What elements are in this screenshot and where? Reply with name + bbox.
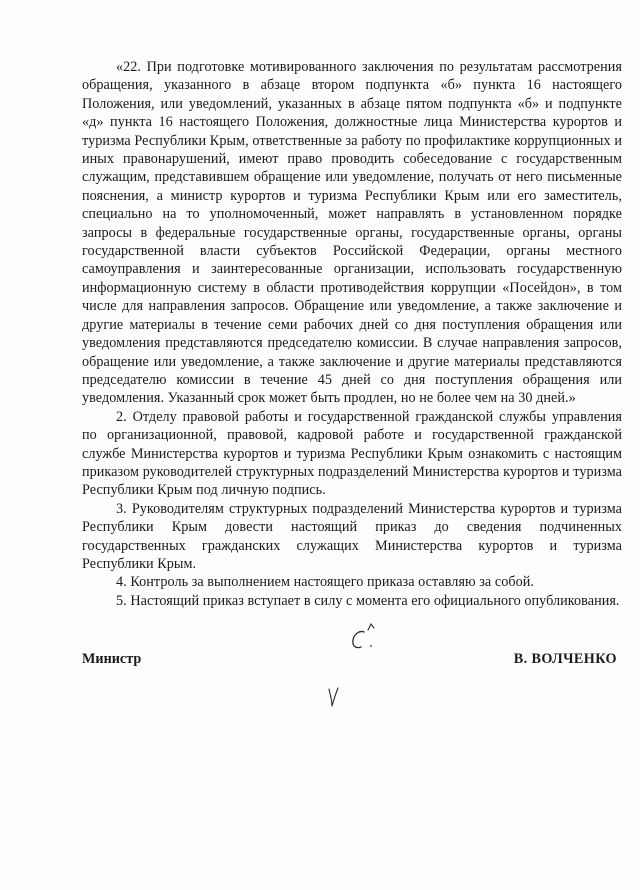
signatory-title: Министр	[82, 651, 142, 667]
signatory-name: В. ВОЛЧЕНКО	[513, 651, 617, 667]
paragraph-item-2: 2. Отделу правовой работы и государственной гражданской службы управления по организационной, правовой, кадровой работе и государственной гражданской службе Министерства курортов и туризма Республики Крым ознакомить с настоящим приказом руководителей структурных подразделений Министерства курортов и туризма Республики Крым под личную подпись.	[82, 408, 622, 499]
paragraph-clause-22: «22. При подготовке мотивированного заключения по результатам рассмотрения обращения, указанного в абзаце втором подпункта «б» пункта 16 настоящего Положения, или уведомлений, указанных в абзаце пятом подпункта «б» и подпункте «д» пункта 16 настоящего Положения, должностные лица Министерства курортов и туризма Республики Крым, ответственные за работу по профилактике коррупционных и иных правонарушений, имеют право проводить собеседование с государственным служащим, представившем обращение или уведомление, получать от него письменные пояснения, а министр курортов и туризма Республики Крым или его заместитель, специально на то уполномоченный, может направлять в установленном порядке запросы в федеральные государственные органы, государственные органы, органы государственной власти субъектов Российской Федерации, органы местного самоуправления и заинтересованные организации, использовать государственную информационную систему в области противодействия коррупции «Посейдон», в том числе для направления запросов. Обращение или уведомление, а также заключение и другие материалы в течение семи рабочих дней со дня поступления обращения или уведомления представляются председателю комиссии. В случае направления запросов, обращение или уведомление, а также заключение и другие материалы представляются председателю комиссии в течение 45 дней со дня поступления обращения или уведомления. Указанный срок может быть продлен, но не более чем на 30 дней.»	[82, 59, 622, 407]
paragraph-item-5: 5. Настоящий приказ вступает в силу с момента его официального опубликования.	[116, 592, 620, 609]
pen-mark	[325, 686, 341, 708]
paragraph-item-3: 3. Руководителям структурных подразделений Министерства курортов и туризма Республики Крым довести настоящий приказ до сведения подчиненных государственных гражданских служащих Министерства курортов и туризма Республики Крым.	[82, 500, 622, 572]
paragraph-item-4: 4. Контроль за выполнением настоящего приказа оставляю за собой.	[116, 574, 535, 591]
signature-block	[82, 651, 617, 673]
document-body	[82, 58, 622, 610]
